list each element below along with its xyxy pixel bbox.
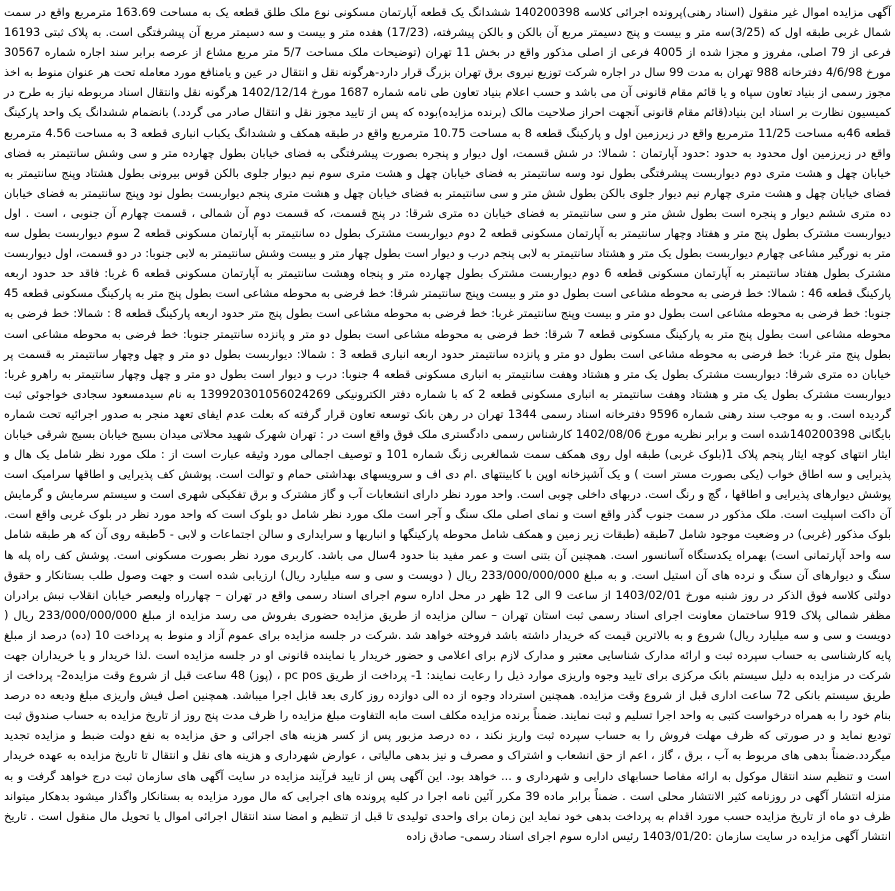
- auction-notice-text: آگهی مزایده اموال غیر منقول (اسناد رهنی)پرونده اجرائی کلاسه 140200398 ششدانگ یک قطعه آپارتمان مسکونی نوع ملک طلق قطعه یک به مساحت 163.69 مترمربع واقع در سمت شمال غربی طبقه اول که (3/25)سه متر و بیست و پنج دسیمتر مربع آن بالکن و بالکن پیشرفته، (17/23) هفده متر و بیست و سه دسیمتر مربع آن پیشرفتگی است. به پلاک ثبتی 16193 فرعی از 79 اصلی، مفروز و مجزا شده از 4005 فرعی از اصلی مذکور واقع در بخش 11 تهران (توضیحات ملک مساحت 5/7 متر مربع مشاع از عرصه برابر سند اجاره شماره 30567 مورخ 4/6/98 دفترخانه 988 تهران به مدت 99 سال در اجاره شرکت توزیع نیروی برق تهران بزرگ قرار دارد-هرگونه نقل و انتقال در عین و یامنافع مورد معامله تحت هر عنوان منوط به اخذ مجوز رسمی از بنیاد تعاون سپاه و یا قائم مقام قانونی آن می باشد و حسب اعلام بنیاد تعاون طی نامه شماره 1687 مورخ 1402/12/14 هرگونه نقل وانتقال اسناد مربوطه نیاز به طرح در کمیسیون نظارت بر اسناد این بنیاد(قائم مقام قانونی آنجهت احراز صلاحیت مالک (برنده مزایده)بوده که پس از تایید مجوز نقل و انتقال صادر می گردد.) بانضمام ششدانگ یک واحد پارکینگ قطعه 46به مساحت 11/25 مترمربع واقع در زیرزمین اول و پارکینگ قطعه 8 به مساحت 10.75 مترمربع واقع در طبقه همکف و ششدانگ یکباب انباری قطعه 3 به مساحت 4.56 مترمربع واقع در زیرزمین اول محدود به حدود :حدود آپارتمان : شمالا: در شش قسمت، اول دیوار و پنجره بصورت پیشرفتگی به فضای خیابان بطول چهارده متر و سی وشش سانتیمتر به فضای خیابان چهل و هشت متری دوم دیواربست پیشرفتگی بطول نود وسه سانتیمتر به فضای خیابان چهل و هشت متری سوم نیم دیوار جلوی بالکن قوس بیرونی بطول هشتاد وپنج سانتیمتر به فضای خیابان چهل و هشت متری چهارم نیم دیوار جلوی بالکن بطول شش متر و سی سانتیمتر به فضای خیابان چهل و هشت متری پنجم دیواربست بطول نود وپنج سانتیمتر به فضای خیابان ده متری ششم دیوار و پنجره است بطول شش متر و سی سانتیمتر به فضای خیابان ده متری شرقا: در پنج قسمت، که قسمت دوم آن شمالی ، قسمت چهارم آن جنوبی ، است . اول دیواربست مشترک بطول پنج متر و هفتاد وچهار سانتیمتر به آپارتمان مسکونی قطعه 2 دوم دیواربست مشترک بطول ده سانتیمتر به آپارتمان مسکونی قطعه 2 سوم دیواربست بطول سه متر به نورگیر مشاعی چهارم دیواربست بطول یک متر و هشتاد سانتیمتر به لابی پنجم درب و دیوار است بطول چهار متر و بیست وشش سانتیمتر به لابی جنوبا: در دو قسمت، اول دیواربست مشترک بطول هفتاد سانتیمتر به آپارتمان مسکونی قطعه 6 دوم دیواربست مشترک بطول چهارده متر و پنجاه وهشت سانتیمتر به آپارتمان مسکونی قطعه 6 غربا: فاقد حد حدود اربعه پارکینگ قطعه 46 : شمالا: خط فرضی به محوطه مشاعی است بطول دو متر و بیست وپنج سانتیمتر شرقا: خط فرضی به محوطه مشاعی است بطول پنج متر به پارکینگ مسکونی قطعه 45 جنوبا: خط فرضی به محوطه مشاعی است بطول دو متر و بیست وپنج سانتیمتر غربا: خط فرضی به محوطه مشاعی است بطول پنج متر حدود اربعه پارکینگ قطعه 8 : شمالا: خط فرضی به محوطه مشاعی است بطول پنج متر به پارکینگ مسکونی قطعه 7 شرقا: خط فرضی به محوطه مشاعی است بطول دو متر و پانزده سانتیمتر جنوبا: خط فرضی به محوطه مشاعی است بطول پنج متر غربا: خط فرضی به محوطه مشاعی است بطول دو متر و پانزده سانتیمتر حدود اربعه انباری قطعه 3 : شمالا: دیواربست بطول دو متر و چهل وچهار سانتیمتر به قسمت پر خیابان ده متری شرقا: دیواربست مشترک بطول یک متر و هشتاد وهفت سانتیمتر به انباری مسکونی قطعه 4 جنوبا: درب و دیوار است بطول دو متر و چهل وچهار سانتیمتر به راهرو غربا: دیواربست مشترک بطول یک متر و هشتاد وهفت سانتیمتر به انباری مسکونی قطعه 2 که با شماره دفتر الکترونیکی 139920301056024269 به نام سیدمسعود سجادی خواجوئی ثبت گردیده است. و به موجب سند رهنی شماره 9596 دفترخانه اسناد رسمی 1344 تهران در رهن بانک توسعه تعاون قرار گرفته که بعلت عدم ایفای تعهد منجر به صدور اجرائیه تحت شماره بایگانی 140200398شده است و برابر نظریه مورخ 1402/08/06 کارشناس رسمی دادگستری ملک فوق واقع است در : تهران شهرک شهید محلاتی میدان بسیج خیابان بسیج شرقی خیابان ایثار انتهای کوچه ایثار پنجم پلاک 1(بلوک غربی) طبقه اول روی همکف سمت شمالغربی زنگ شماره 101 و توصیف اجمالی مورد وثیقه عبارت است از : ملک مورد نظر شامل یک هال و پذیرایی و سه اطاق خواب (یکی بصورت مستر است ) و یک آشپزخانه اوپن با کابینتهای .ام دی اف و سرویسهای بهداشتی حمام و توالت است. پوشش کف پذیرایی و اطاقها سرامیک است پوشش دیوارهای پذیرایی و اطاقها ، گچ و رنگ است. دربهای داخلی چوبی است. واحد مورد نظر دارای انشعابات آب و گاز مشترک و برق تفکیکی شهری است و سیستم سرمایش و گرمایش آن داکت اسپلیت است. ملک مذکور در سمت جنوب گذر واقع است و نمای اصلی ملک سنگ و آجر است ملک مورد نظر شامل دو بلوک است که واحد مورد نظر در بلوک غربی واقع است. بلوک مذکور (غربی) در وضعیت موجود شامل 7طبقه (طبقات زیر زمین و همکف شامل محوطه پارکینگها و انباریها و سرایداری و سالن اجتماعات و لابی - 5طبقه روی آن که هر طبقه شامل سه واحد آپارتمانی است) بهمراه یکدستگاه آسانسور است. همچنین آن بتنی است و عمر مفید بنا حدود 4سال می باشد. کاربری مورد نظر بصورت مسکونی است. پوشش کف راه پله ها سنگ و دیوارهای آن سنگ و نرده های آن استیل است. و به مبلغ 233/000/000/000 ریال ( دویست و سی و سه میلیارد ریال) ارزیابی شده است و جهت وصول طلب بستانکار و حقوق دولتی کلاسه فوق الذکر در روز شنبه مورخ 1403/02/01 از ساعت 9 الی 12 ظهر در محل اداره سوم اجرای اسناد رسمی واقع در تهران – چهارراه ولیعصر خیابان انقلاب نبش برادران مظفر شمالی پلاک 919 ساختمان معاونت اجرای اسناد رسمی ثبت استان تهران – سالن مزایده از طریق مزایده حضوری بفروش می رسد مزایده از مبلغ 233/000/000/000 ریال ( دویست و سی و سه میلیارد ریال) شروع و به بالاترین قیمت که خریدار داشته باشد فروخته خواهد شد .شرکت در جلسه مزایده برای عموم آزاد و منوط به پرداخت 10 (ده) درصد از مبلغ پایه کارشناسی به حساب سپرده ثبت و ارائه مدارک شناسایی معتبر و مدارک لازم برای اعلامی و حضور خریدار یا نماینده قانونی او در جلسه مزایده است .لذا خریدار و یا خریداران جهت شرکت در مزایده به دلیل سیستم بانک مرکزی برای تایید وجوه واریزی موارد ذیل را رعایت نمایند: 1- پرداخت از طریق pc pos ، (پوز) 48 ساعت قبل از شروع وقت مزایده2- پرداخت از طریق سیستم بانکی 72 ساعت اداری قبل از شروع وقت مزایده. همچنین استرداد وجوه از ده الی دوازده روز کاری بعد قابل اجرا میباشد. همچنین اصل فیش واریزی مبلغ ودیعه ده درصد بنام خود را به همراه درخواست کتبی به واحد اجرا تسلیم و ثبت نمایند. ضمناً برنده مزایده مکلف است مابه التفاوت مبلغ مزایده را ظرف مدت پنج روز از تاریخ مزایده به حساب صندوق ثبت تودیع نماید و در صورتی که ظرف مهلت فروش را به حساب سپرده ثبت واریز نکند ، ده درصد مزبور پس از کسر هزینه های اجرائی و حق مزایده به نفع دولت ضبط و مزایده تجدید میگردد.ضمناً بدهی های مربوط به آب ، برق ، گاز ، اعم از حق انشعاب و اشتراک و مصرف و نیز بدهی مالیاتی ، عوارض شهرداری و هزینه های نقل و انتقال تا تاریخ مزایده به عهده خریدار است و تنظیم سند انتقال موکول به ارائه مفاصا حسابهای دارایی و شهرداری و ... خواهد بود. این آگهی پس از تایید فرآیند مزایده در سایت آگهی های سازمان ثبت درج خواهد گرفت و به منزله انتشار آگهی در روزنامه کثیر الانتشار محلی است . ضمناً برابر ماده 39 مکرر آئین نامه اجرا در کلیه پرونده های اجرایی که مال مورد مزایده به بستانکار واگذار میشود بدهکار میتواند ظرف دو ماه از تاریخ مزایده حسب مورد اقدام به پرداخت بدهی خود نماید این زمان برای واحدی تولیدی تا قبل از تنظیم و امضا سند انتقال اجرائی اموال یا تحویل مال منقول است . تاریخ انتشار آگهی مزایده در سایت سازمان :1403/01/20 رئیس اداره سوم اجرای اسناد رسمی- صادق زاده: [0, 0, 895, 891]
